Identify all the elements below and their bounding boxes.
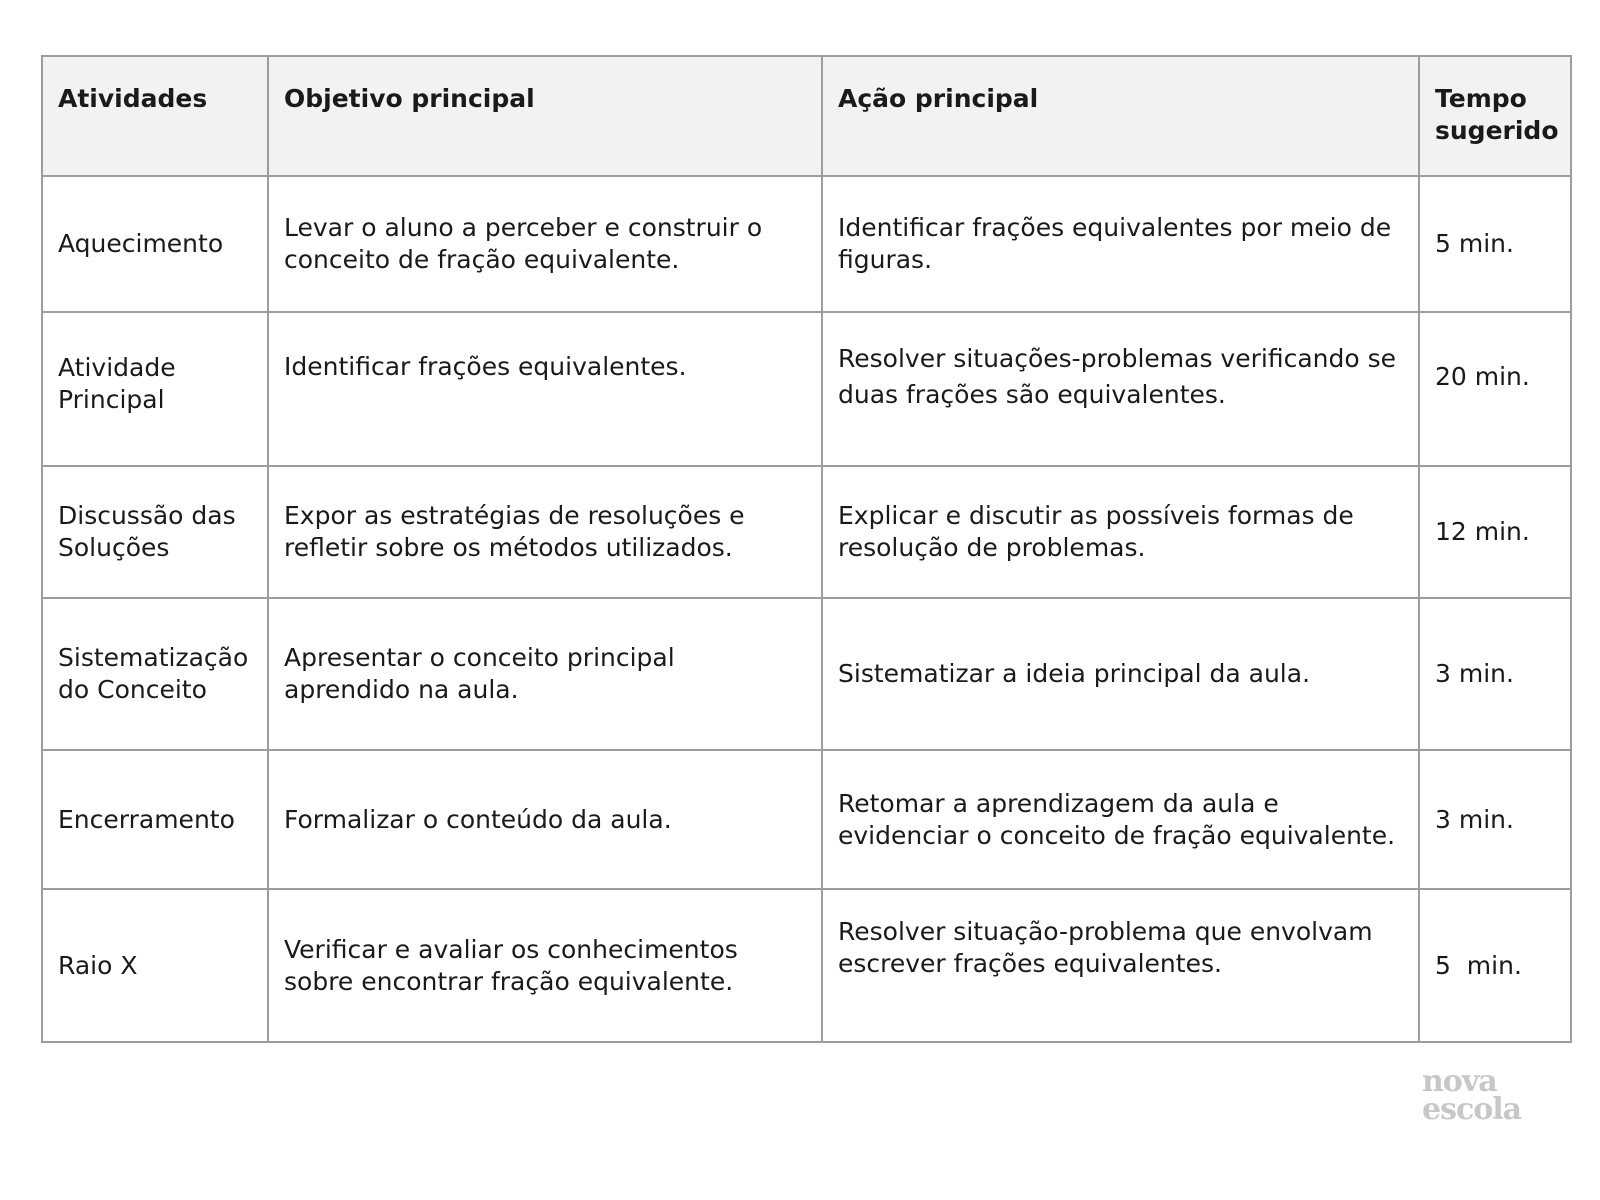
cell-objetivo: Formalizar o conteúdo da aula. [268, 750, 822, 889]
lesson-plan-table [41, 55, 1572, 1043]
cell-objetivo: Apresentar o conceito principal aprendido na aula. [268, 598, 822, 750]
cell-atividade: Aquecimento [42, 176, 268, 312]
cell-atividade: Sistematização do Conceito [42, 598, 268, 750]
logo-line-escola: escola [1422, 1092, 1522, 1127]
cell-tempo: 5 min. [1419, 176, 1571, 312]
cell-acao: Resolver situação-problema que envolvam escrever frações equivalentes. [822, 889, 1419, 1042]
cell-objetivo: Levar o aluno a perceber e construir o conceito de fração equivalente. [268, 176, 822, 312]
cell-tempo: 3 min. [1419, 750, 1571, 889]
cell-tempo: 3 min. [1419, 598, 1571, 750]
header-tempo-sugerido: Tempo sugerido [1419, 56, 1571, 176]
table-row [42, 312, 1571, 466]
cell-atividade: Encerramento [42, 750, 268, 889]
cell-objetivo: Verificar e avaliar os conhecimentos sobre encontrar fração equivalente. [268, 889, 822, 1042]
cell-atividade: Discussão das Soluções [42, 466, 268, 598]
cell-tempo: 5 min. [1419, 889, 1571, 1042]
table-row [42, 750, 1571, 889]
header-objetivo-principal: Objetivo principal [268, 56, 822, 176]
table-row [42, 889, 1571, 1042]
table-header-row [42, 56, 1571, 176]
table-row [42, 176, 1571, 312]
table-row [42, 466, 1571, 598]
cell-acao: Resolver situações-problemas verificando se duas frações são equivalentes. [822, 312, 1419, 466]
cell-tempo: 20 min. [1419, 312, 1571, 466]
cell-objetivo: Expor as estratégias de resoluções e refletir sobre os métodos utilizados. [268, 466, 822, 598]
cell-acao: Retomar a aprendizagem da aula e evidenciar o conceito de fração equivalente. [822, 750, 1419, 889]
header-acao-principal: Ação principal [822, 56, 1419, 176]
cell-acao: Identificar frações equivalentes por meio de figuras. [822, 176, 1419, 312]
logo-line-nova: nova [1422, 1064, 1497, 1099]
table-row [42, 598, 1571, 750]
cell-atividade: Atividade Principal [42, 312, 268, 466]
cell-tempo: 12 min. [1419, 466, 1571, 598]
cell-atividade: Raio X [42, 889, 268, 1042]
header-atividades: Atividades [42, 56, 268, 176]
cell-acao: Sistematizar a ideia principal da aula. [822, 598, 1419, 750]
cell-acao: Explicar e discutir as possíveis formas de resolução de problemas. [822, 466, 1419, 598]
nova-escola-logo [1422, 1064, 1522, 1127]
cell-objetivo: Identificar frações equivalentes. [268, 312, 822, 466]
